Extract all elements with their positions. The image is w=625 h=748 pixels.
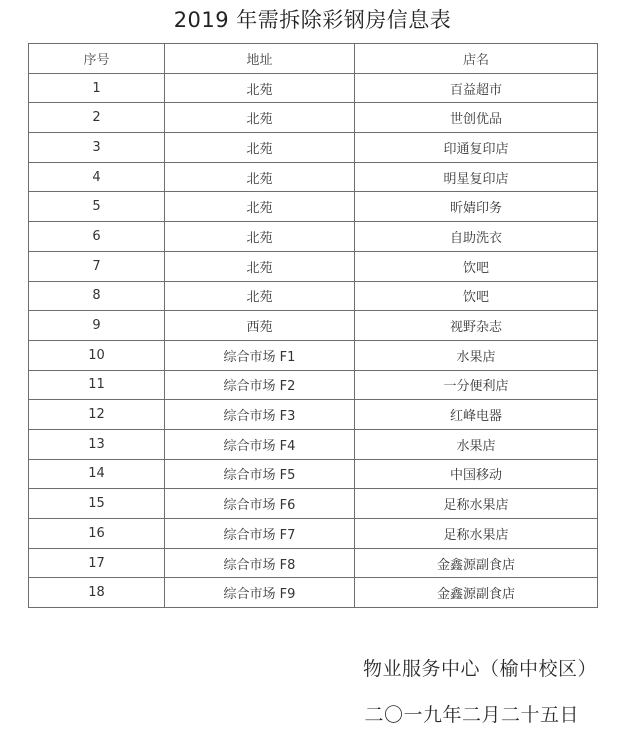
cell-serial-number: 11 xyxy=(29,370,165,400)
cell-serial-number: 17 xyxy=(29,548,165,578)
cell-serial-number: 4 xyxy=(29,162,165,192)
table-row xyxy=(29,519,598,549)
table-row xyxy=(29,311,598,341)
cell-serial-number: 14 xyxy=(29,459,165,489)
table-row xyxy=(29,459,598,489)
cell-address: 北苑 xyxy=(165,251,355,281)
cell-address: 综合市场 F3 xyxy=(165,400,355,430)
header-address: 地址 xyxy=(165,44,355,74)
table-row xyxy=(29,281,598,311)
table-row xyxy=(29,73,598,103)
cell-address: 综合市场 F6 xyxy=(165,489,355,519)
cell-address: 北苑 xyxy=(165,103,355,133)
header-shop-name: 店名 xyxy=(355,44,598,74)
cell-address: 综合市场 F4 xyxy=(165,429,355,459)
cell-shop-name: 金鑫源副食店 xyxy=(355,578,598,608)
table-row xyxy=(29,192,598,222)
cell-shop-name: 百益超市 xyxy=(355,73,598,103)
cell-address: 综合市场 F8 xyxy=(165,548,355,578)
header-serial-number: 序号 xyxy=(29,44,165,74)
info-table xyxy=(28,43,598,608)
cell-serial-number: 9 xyxy=(29,311,165,341)
table-row xyxy=(29,133,598,163)
cell-address: 北苑 xyxy=(165,281,355,311)
cell-shop-name: 昕婧印务 xyxy=(355,192,598,222)
cell-shop-name: 红峰电器 xyxy=(355,400,598,430)
cell-address: 北苑 xyxy=(165,133,355,163)
cell-address: 北苑 xyxy=(165,192,355,222)
cell-shop-name: 足称水果店 xyxy=(355,489,598,519)
issue-date: 二〇一九年二月二十五日 xyxy=(364,704,579,726)
cell-shop-name: 水果店 xyxy=(355,429,598,459)
cell-shop-name: 金鑫源副食店 xyxy=(355,548,598,578)
cell-shop-name: 世创优品 xyxy=(355,103,598,133)
cell-address: 综合市场 F2 xyxy=(165,370,355,400)
cell-shop-name: 印通复印店 xyxy=(355,133,598,163)
table-row xyxy=(29,578,598,608)
issuing-organization: 物业服务中心（榆中校区） xyxy=(362,658,597,680)
cell-serial-number: 3 xyxy=(29,133,165,163)
cell-serial-number: 1 xyxy=(29,73,165,103)
cell-shop-name: 一分便利店 xyxy=(355,370,598,400)
cell-address: 综合市场 F7 xyxy=(165,519,355,549)
table-row xyxy=(29,548,598,578)
cell-shop-name: 自助洗衣 xyxy=(355,222,598,252)
table-row xyxy=(29,340,598,370)
table-row xyxy=(29,222,598,252)
cell-shop-name: 足称水果店 xyxy=(355,519,598,549)
table-header-row xyxy=(29,44,598,74)
cell-shop-name: 饮吧 xyxy=(355,251,598,281)
table-row xyxy=(29,400,598,430)
cell-address: 北苑 xyxy=(165,162,355,192)
cell-serial-number: 7 xyxy=(29,251,165,281)
cell-shop-name: 水果店 xyxy=(355,340,598,370)
table-row xyxy=(29,162,598,192)
cell-serial-number: 15 xyxy=(29,489,165,519)
cell-shop-name: 饮吧 xyxy=(355,281,598,311)
document-title: 2019 年需拆除彩钢房信息表 xyxy=(173,8,452,32)
cell-address: 北苑 xyxy=(165,222,355,252)
cell-address: 综合市场 F1 xyxy=(165,340,355,370)
cell-shop-name: 视野杂志 xyxy=(355,311,598,341)
cell-shop-name: 中国移动 xyxy=(355,459,598,489)
cell-serial-number: 6 xyxy=(29,222,165,252)
cell-serial-number: 18 xyxy=(29,578,165,608)
table-row xyxy=(29,489,598,519)
cell-serial-number: 5 xyxy=(29,192,165,222)
cell-serial-number: 12 xyxy=(29,400,165,430)
table-row xyxy=(29,251,598,281)
table-row xyxy=(29,370,598,400)
cell-serial-number: 13 xyxy=(29,429,165,459)
table-row xyxy=(29,103,598,133)
cell-serial-number: 16 xyxy=(29,519,165,549)
cell-serial-number: 10 xyxy=(29,340,165,370)
cell-address: 西苑 xyxy=(165,311,355,341)
cell-address: 综合市场 F9 xyxy=(165,578,355,608)
table-row xyxy=(29,429,598,459)
cell-serial-number: 2 xyxy=(29,103,165,133)
cell-shop-name: 明星复印店 xyxy=(355,162,598,192)
cell-serial-number: 8 xyxy=(29,281,165,311)
cell-address: 北苑 xyxy=(165,73,355,103)
cell-address: 综合市场 F5 xyxy=(165,459,355,489)
